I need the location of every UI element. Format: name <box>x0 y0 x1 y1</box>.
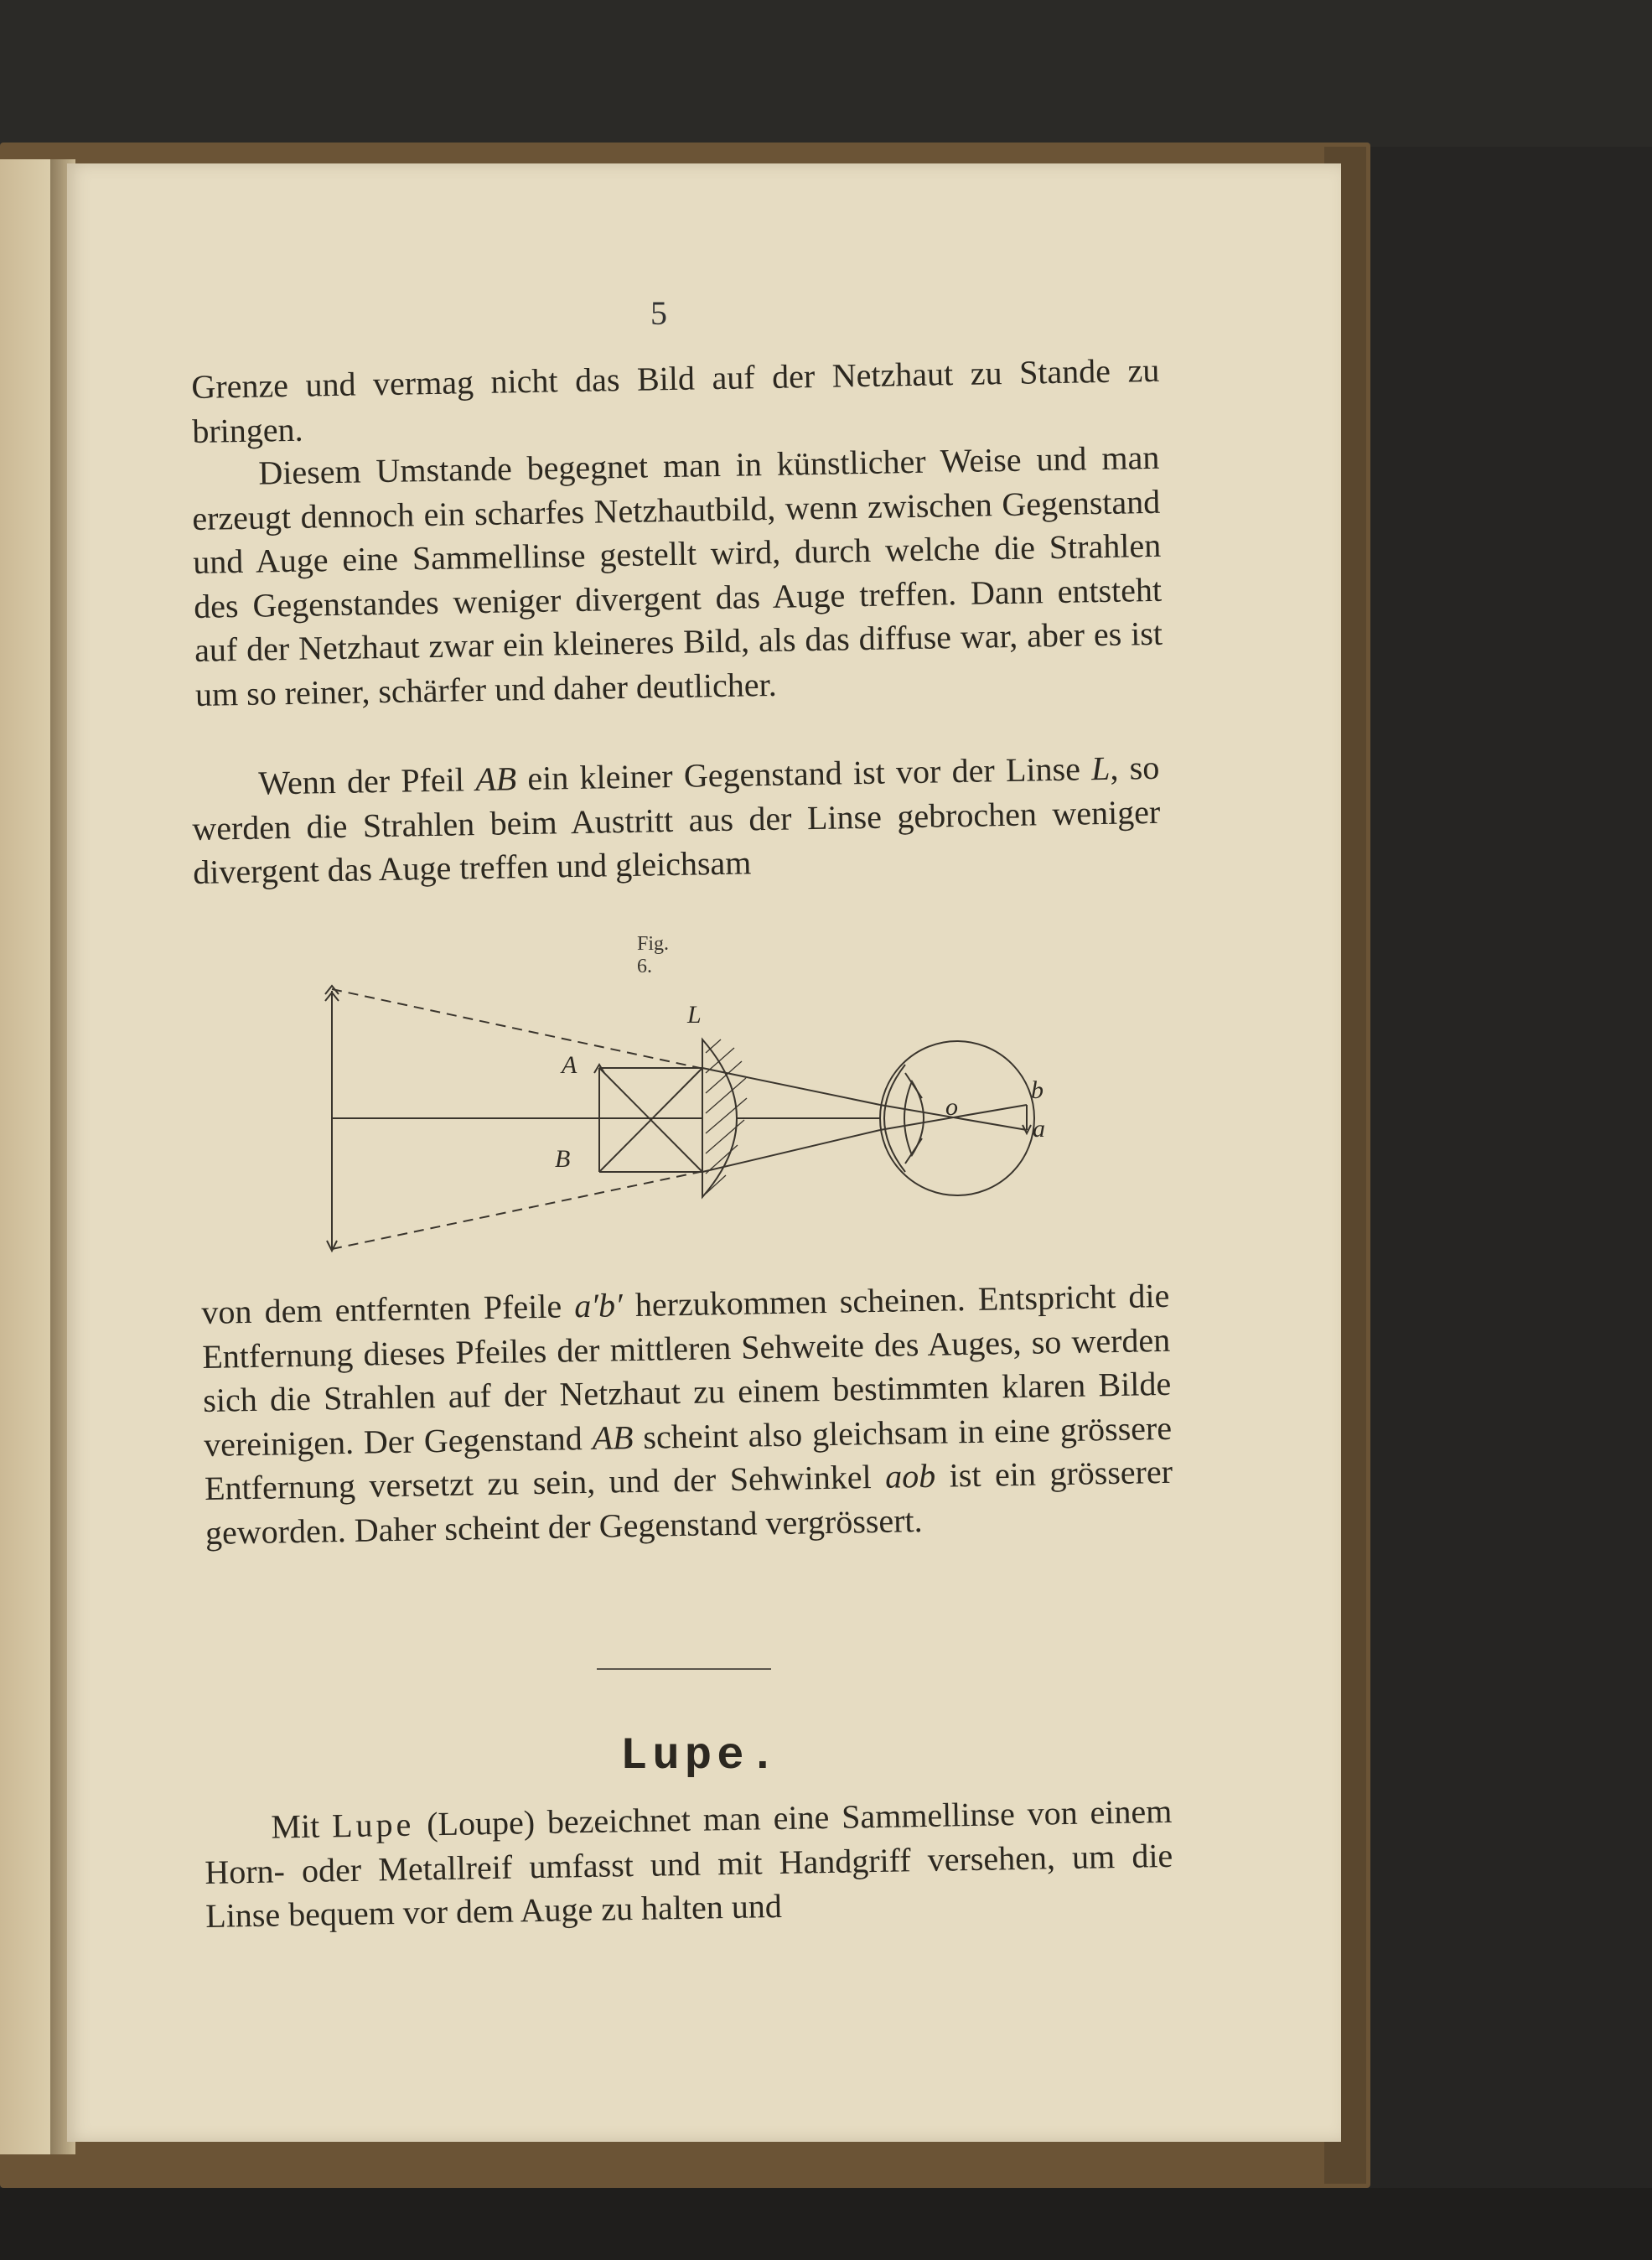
paragraph-1: Grenze und vermag nicht das Bild auf der Netzhaut zu Stande zu bringen. <box>191 350 1160 450</box>
paragraph-4-mid1: herzukommen scheinen. Entspricht die Entfernung dieses Pfeiles der mittleren Sehweite des Auges, so werden sich die Strahlen auf der Netzhaut zu einem bestimmten klaren Bilde vereinigen. Der Gegenstand <box>201 1276 1172 1464</box>
far-arrow-label: a′b′ <box>573 1286 624 1325</box>
label-B: B <box>555 1145 571 1173</box>
paragraph-3-pre: Wenn der Pfeil <box>258 760 476 802</box>
backdrop <box>0 0 1652 147</box>
section-divider <box>597 1668 771 1670</box>
paragraph-4-mid2: scheint also gleichsam in eine grössere Entfernung versetzt zu sein, und der Sehwinkel <box>204 1408 1173 1507</box>
lens-l-label: L <box>1090 749 1111 788</box>
lens-shape <box>702 1039 737 1197</box>
paragraph-3-post: , so werden die Strahlen beim Austritt aus der Linse gebrochen weniger divergent das Auge treffen und gleichsam <box>191 748 1161 891</box>
dashed-ray-bottom <box>332 1172 700 1249</box>
figure-caption: Fig. 6. <box>637 933 670 977</box>
lupe-term: Lupe <box>331 1805 415 1845</box>
iris <box>905 1073 922 1164</box>
cornea <box>884 1065 905 1172</box>
bottom-shadow <box>0 2188 1652 2260</box>
label-b: b <box>1031 1076 1044 1104</box>
paragraph-4-post: ist ein grösserer geworden. Daher scheint der Gegenstand vergrössert. <box>205 1452 1173 1552</box>
eye-lens <box>904 1081 924 1155</box>
angle-label: aob <box>884 1456 936 1495</box>
label-a: a <box>1033 1115 1045 1143</box>
paragraph-5 <box>204 1790 1174 1939</box>
paragraph-5-post: (Loupe) bezeichnet man eine Sammellinse von einem Horn- oder Metallreif umfasst und mit Handgriff versehen, um die Linse bequem vor dem Auge zu halten und <box>204 1791 1173 1935</box>
section-heading: Lupe. <box>620 1731 782 1782</box>
page-number: 5 <box>650 294 667 332</box>
arrow-ab-label: AB <box>474 759 517 799</box>
paragraph-5-pre: Mit <box>271 1806 333 1846</box>
label-L: L <box>687 1001 702 1029</box>
paragraph-4-pre: von dem entfernten Pfeile <box>201 1287 575 1331</box>
paragraph-4 <box>201 1274 1173 1555</box>
dashed-ray-top <box>332 989 700 1068</box>
paragraph-2: Diesem Umstande begegnet man in künstlicher Weise und man erzeugt dennoch ein scharfes Netzhautbild, wenn zwischen Gegenstand und Auge eine Sammellinse gestellt wird, durch welche die Strahlen des Gegenstandes weniger divergent das Auge treffen. Dann entsteht auf der Netzhaut zwar ein kleineres Bild, als das diffuse war, aber es ist um so reiner, schärfer und daher deutlicher. <box>191 438 1163 713</box>
label-A: A <box>562 1051 577 1079</box>
label-o: o <box>945 1093 958 1121</box>
paragraph-3-mid: ein kleiner Gegenstand ist vor der Linse <box>515 749 1092 798</box>
optics-figure <box>318 981 1106 1266</box>
paragraph-3 <box>191 746 1162 895</box>
object-label: AB <box>592 1418 634 1457</box>
